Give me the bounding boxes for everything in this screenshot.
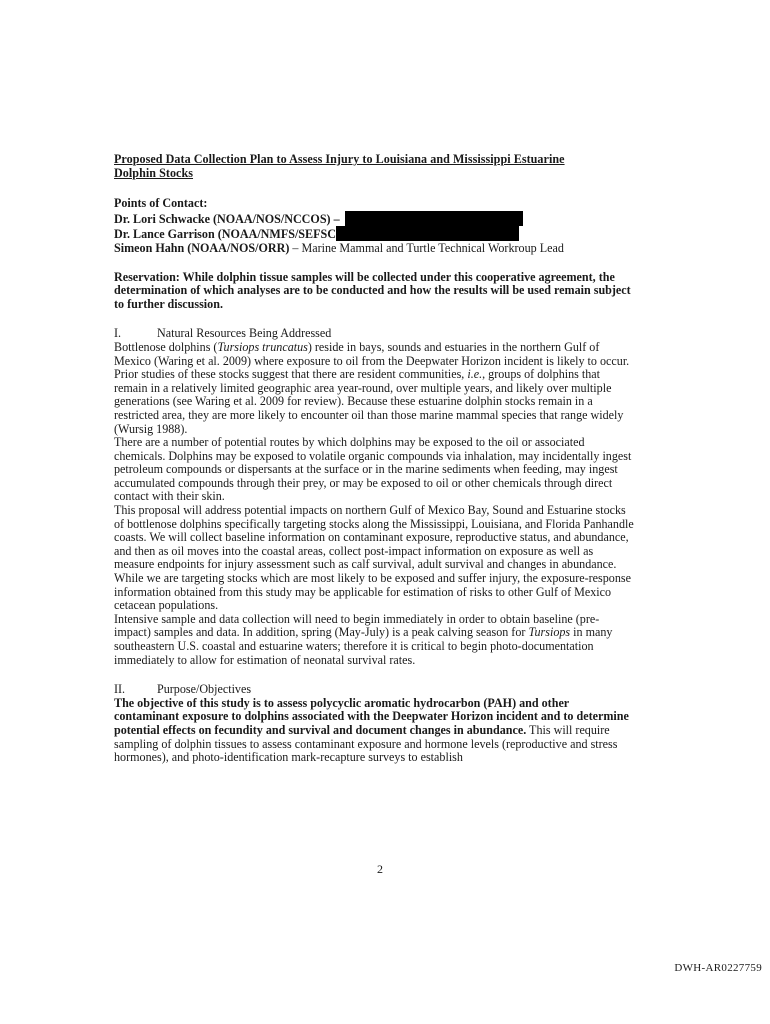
reservation-statement: Reservation: While dolphin tissue samples will be collected under this cooperative agreement, the determination of which analyses are to be conducted and how the results will be used remain subject to further discussion. [114, 269, 631, 311]
document-title-line-2: Dolphin Stocks [114, 165, 194, 180]
contact-line-schwacke [114, 211, 634, 227]
genus-name: Tursiops [528, 625, 571, 640]
contact-line-garrison [114, 226, 634, 242]
bates-number: DWH-AR0227759 [674, 962, 762, 974]
p1-text-b: ) reside in bays, sounds and estuaries in the northern Gulf of Mexico (Waring et al. 2009) where exposure to oil from the Deepwater Horizon incident is likely to occur. Prior studies of these stocks suggest that there are resident communities, [114, 339, 630, 382]
p1-text-a: Bottlenose dolphins ( [114, 339, 218, 354]
document-title [114, 153, 634, 180]
contact-line-hahn [114, 242, 634, 256]
contact-role-hahn: – Marine Mammal and Turtle Technical Workroup Lead [289, 240, 564, 255]
objective-statement: The objective of this study is to assess polycyclic aromatic hydrocarbon (PAH) and other contaminant exposure to dolphins associated with the Deepwater Horizon incident and to determine potential effects on fecundity and survival and document changes in abundance. [114, 695, 629, 737]
species-name: Tursiops truncatus [217, 339, 308, 354]
objective-followup: This will require sampling of dolphin tissues to assess contaminant exposure and hormone levels (reproductive and stress hormones), and photo-identification mark-recapture surveys to establish [114, 722, 618, 765]
contact-name-garrison: Dr. Lance Garrison (NOAA/NMFS/SEFSC [114, 227, 336, 242]
section-1-paragraph-1 [114, 341, 634, 436]
contact-name-schwacke: Dr. Lori Schwacke (NOAA/NOS/NCCOS) [114, 211, 331, 226]
p1-ie: i.e. [467, 367, 483, 382]
section-1-paragraph-4 [114, 613, 634, 667]
document-title-line-1: Proposed Data Collection Plan to Assess Injury to Louisiana and Mississippi Estuarine [114, 152, 565, 166]
section-2-heading [114, 683, 634, 697]
section-1-paragraph-3: This proposal will address potential impacts on northern Gulf of Mexico Bay, Sound and Estuarine stocks of bottlenose dolphins specifically targeting stocks along the Mississippi, Louisiana, and Florida Panhandle coasts. We will collect baseline information on contaminant exposure, reproductive status, and abundance, and then as oil moves into the coastal areas, collect post-impact information on exposure as well as measure endpoints for injury assessment such as calf survival, adult survival and changes in abundance. While we are targeting stocks which are most likely to be exposed and suffer injury, the exposure-response information obtained from this study may be applicable for estimation of risks to other Gulf of Mexico cetacean populations. [114, 503, 634, 613]
p4-text-a: Intensive sample and data collection will need to begin immediately in order to obtain baseline (pre-impact) samples and data. In addition, spring (May-July) is a peak calving season for [114, 611, 600, 640]
section-1-paragraph-2: There are a number of potential routes by which dolphins may be exposed to the oil or associated chemicals. Dolphins may be exposed to volatile organic compounds via inhalation, may incidentally ingest petroleum compounds or dispersants at the surface or in the marine sediments when feeding, may ingest accumulated compounds through their prey, or may be exposed to oil or other chemicals through direct contact with their skin. [114, 435, 632, 504]
points-of-contact-heading: Points of Contact: [114, 196, 208, 211]
p4-text-b: in many southeastern U.S. coastal and estuarine waters; therefore it is critical to begin photo-documentation immediately to allow for estimation of neonatal survival rates. [114, 625, 613, 667]
contact-name-hahn: Simeon Hahn (NOAA/NOS/ORR) [114, 240, 290, 255]
section-2-title: Purpose/Objectives [157, 682, 252, 697]
redaction-block-1 [345, 211, 523, 226]
document-body [114, 153, 634, 765]
section-2-number: II. [114, 682, 126, 697]
p1-text-c: , groups of dolphins that remain in a relatively limited geographic area year-round, over multiple years, and likely over multiple generations (see Waring et al. 2009 for review). Because these estuarine dolphin stocks remain in a restricted area, they are more likely to encounter oil than those marine mammal species that range widely (Wursig 1988). [114, 367, 624, 436]
page-number: 2 [377, 862, 383, 876]
section-1-number: I. [114, 326, 122, 341]
redaction-block-2 [336, 226, 519, 241]
section-1-title: Natural Resources Being Addressed [157, 326, 332, 341]
section-2-paragraph-1 [114, 697, 634, 765]
section-1-heading [114, 327, 634, 341]
contact-dash-schwacke: – [330, 211, 340, 226]
